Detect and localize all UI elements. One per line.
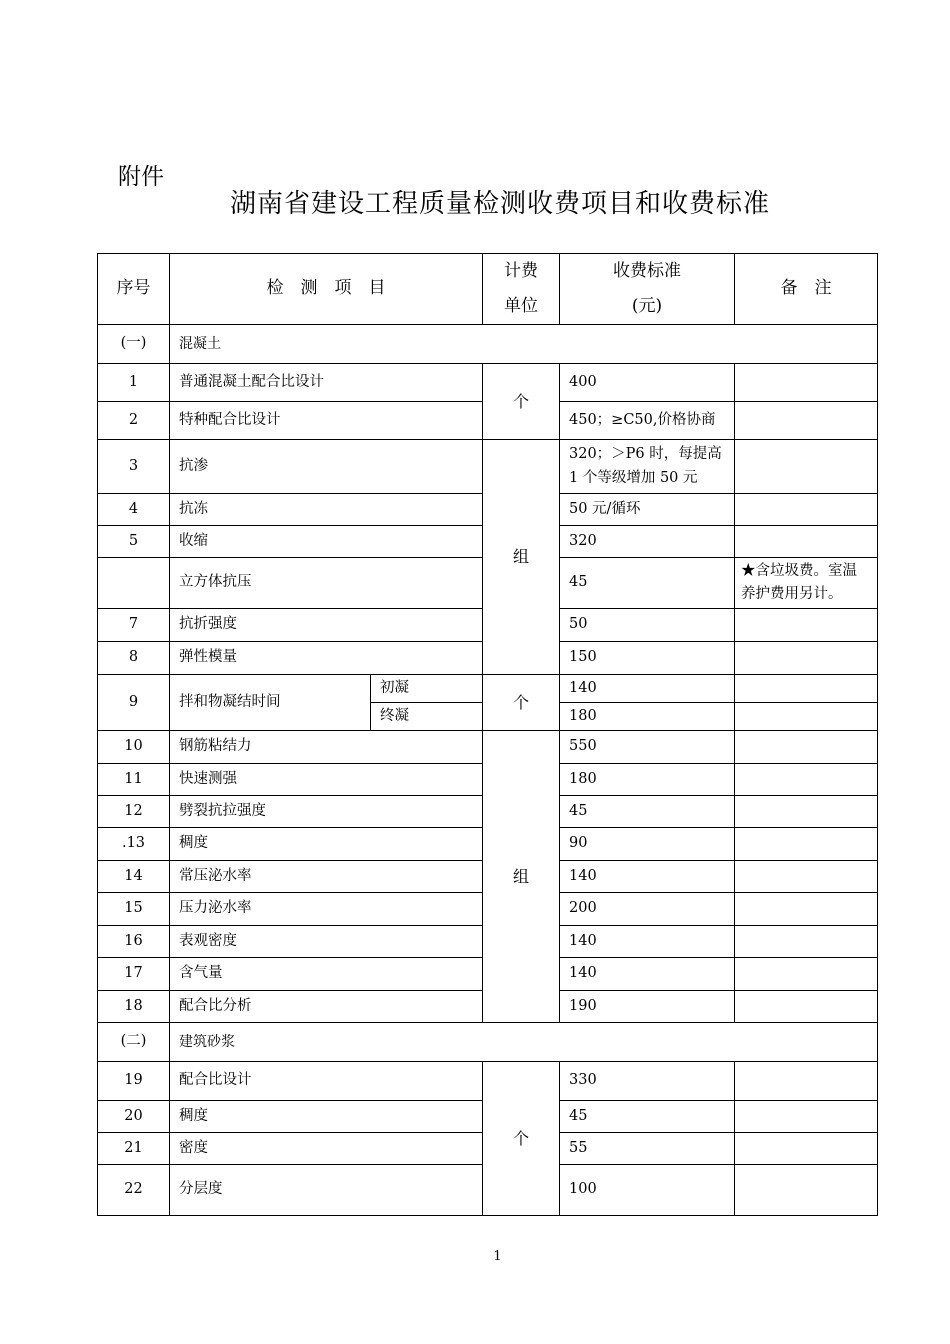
row-note [735,991,878,1023]
header-fee-line1: 收费标准 [613,260,681,281]
section-no: (一) [98,325,170,364]
row-item: 稠度 [170,828,483,861]
row-fee: 55 [560,1133,735,1165]
row-fee: 100 [560,1165,735,1216]
row-no: 11 [98,764,170,796]
row-no: 19 [98,1062,170,1101]
row-fee: 45 [560,1101,735,1133]
row-item: 劈裂抗拉强度 [170,796,483,828]
header-item: 检 测 项 目 [170,254,483,325]
row-no: 8 [98,642,170,675]
row-no: 18 [98,991,170,1023]
header-note: 备 注 [735,254,878,325]
row-item: 快速测强 [170,764,483,796]
row-no: 2 [98,402,170,440]
row-no: 15 [98,893,170,926]
row-no: 10 [98,731,170,764]
row-subitem: 终凝 [371,703,483,731]
row-item: 抗渗 [170,440,483,494]
row-note [735,731,878,764]
table-row [98,364,878,402]
row-fee: 50 元/循环 [560,494,735,526]
row-fee: 50 [560,609,735,642]
unit-cell: 个 [483,675,560,731]
row-no: 4 [98,494,170,526]
row-fee: 45 [560,558,735,609]
row-note [735,609,878,642]
header-row [98,254,878,325]
page-number: 1 [493,1249,502,1264]
row-item: 稠度 [170,1101,483,1133]
section-no: (二) [98,1023,170,1062]
row-item: 密度 [170,1133,483,1165]
row-fee: 140 [560,675,735,703]
row-note [735,703,878,731]
row-no: 17 [98,958,170,991]
row-note [735,796,878,828]
row-fee: 45 [560,796,735,828]
row-fee: 140 [560,926,735,958]
row-note [735,558,878,609]
row-note [735,861,878,893]
unit-cell: 组 [483,731,560,1023]
row-note [735,675,878,703]
row-no: 16 [98,926,170,958]
row-item: 常压泌水率 [170,861,483,893]
row-note [735,1062,878,1101]
row-no: 3 [98,440,170,494]
row-no: 14 [98,861,170,893]
section-name: 建筑砂浆 [170,1023,878,1062]
header-unit-line2: 单位 [504,296,538,316]
row-item: 特种配合比设计 [170,402,483,440]
row-note [735,402,878,440]
section-name: 混凝土 [170,325,878,364]
note-line: 养护费用另计。 [741,586,843,602]
row-fee: 140 [560,958,735,991]
row-item: 分层度 [170,1165,483,1216]
table-row [98,440,878,494]
row-fee: 180 [560,764,735,796]
row-note [735,494,878,526]
row-item: 含气量 [170,958,483,991]
row-note [735,764,878,796]
section-row [98,1023,878,1062]
header-fee [560,254,735,325]
row-note [735,926,878,958]
header-fee-line2: (元) [631,296,663,316]
unit-cell: 组 [483,440,560,675]
row-fee: 180 [560,703,735,731]
header-unit-line1: 计费 [504,260,538,281]
section-row [98,325,878,364]
row-note [735,893,878,926]
row-note [735,642,878,675]
row-no: .13 [98,828,170,861]
row-item: 抗冻 [170,494,483,526]
row-no: 9 [98,675,170,731]
row-fee [560,440,735,494]
row-note [735,440,878,494]
row-note [735,828,878,861]
header-no: 序号 [98,254,170,325]
row-item: 收缩 [170,526,483,558]
row-fee: 200 [560,893,735,926]
row-no: 21 [98,1133,170,1165]
header-unit [483,254,560,325]
row-item: 配合比分析 [170,991,483,1023]
row-fee: 330 [560,1062,735,1101]
row-item: 普通混凝土配合比设计 [170,364,483,402]
row-note [735,1165,878,1216]
row-note [735,526,878,558]
table-row [98,675,878,703]
fee-line: 1 个等级增加 50 元 [569,469,698,486]
document-title: 湖南省建设工程质量检测收费项目和收费标准 [229,189,770,219]
row-subitem: 初凝 [371,675,483,703]
row-note [735,1101,878,1133]
row-no [98,558,170,609]
row-no: 1 [98,364,170,402]
row-no: 20 [98,1101,170,1133]
row-fee: 140 [560,861,735,893]
row-fee: 150 [560,642,735,675]
row-item: 配合比设计 [170,1062,483,1101]
row-item: 表观密度 [170,926,483,958]
table-row [98,1062,878,1101]
row-item: 立方体抗压 [170,558,483,609]
row-item: 抗折强度 [170,609,483,642]
row-item: 拌和物凝结时间 [170,675,371,731]
attachment-label: 附件 [118,164,164,190]
row-fee: 320 [560,526,735,558]
unit-cell: 个 [483,364,560,440]
row-fee: 450；≥C50,价格协商 [560,402,735,440]
row-fee: 400 [560,364,735,402]
row-no: 12 [98,796,170,828]
row-fee: 190 [560,991,735,1023]
fee-table [97,253,878,1216]
row-no: 22 [98,1165,170,1216]
row-fee: 90 [560,828,735,861]
row-note [735,958,878,991]
note-line: ★含垃圾费。室温 [741,562,857,579]
row-no: 5 [98,526,170,558]
table-row [98,731,878,764]
row-item: 弹性模量 [170,642,483,675]
row-item: 压力泌水率 [170,893,483,926]
row-fee: 550 [560,731,735,764]
row-no: 7 [98,609,170,642]
fee-line: 320；＞P6 时，每提高 [569,446,722,463]
unit-cell: 个 [483,1062,560,1216]
row-item: 钢筋粘结力 [170,731,483,764]
row-note [735,1133,878,1165]
row-note [735,364,878,402]
